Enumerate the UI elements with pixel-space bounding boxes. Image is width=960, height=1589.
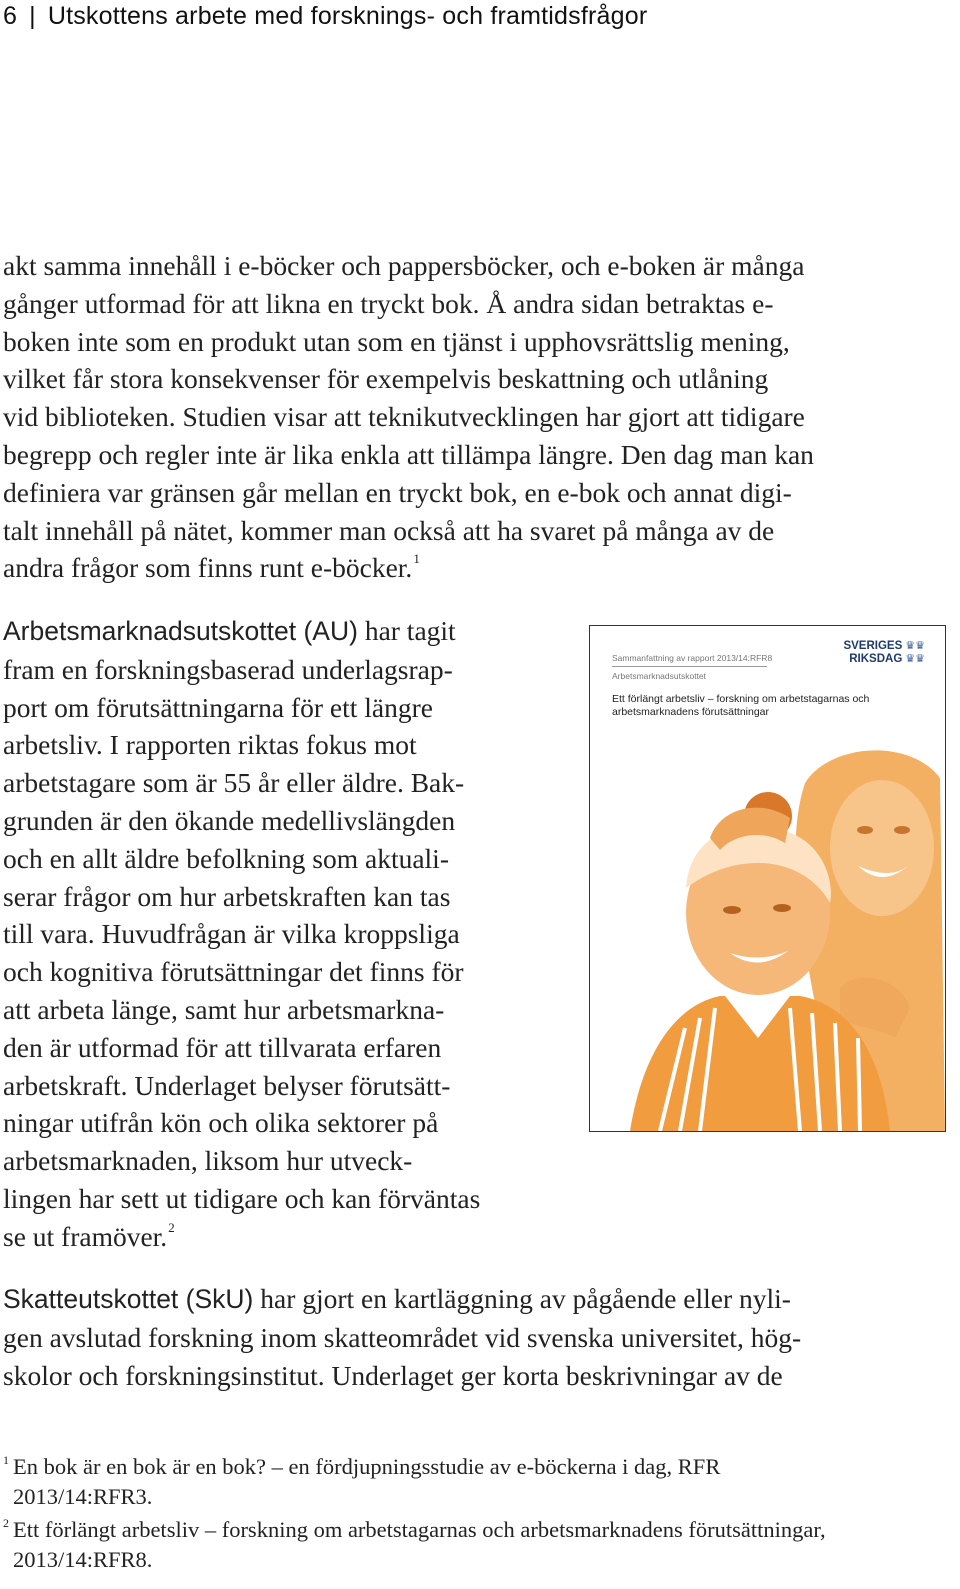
text-line-content: andra frågor som finns runt e-böcker. (3, 552, 413, 584)
running-title: Utskottens arbete med forsknings- och framtidsfrågor (47, 2, 648, 30)
footnote-number: 2 (3, 1516, 9, 1530)
footnote-text: 2013/14:RFR3. (13, 1483, 153, 1509)
paragraph-skatteutskottet (3, 1280, 801, 1394)
text-line: ningar utifrån kön och olika sektorer på (3, 1107, 439, 1139)
paragraph-arbetsmarknadsutskottet (3, 612, 480, 1256)
cover-series: Sammanfattning av rapport 2013/14:RFR8 (612, 653, 767, 667)
text-line: till vara. Huvudfrågan är vilka kroppsliga (3, 918, 460, 950)
text-line: gen avslutad forskning inom skatteområdet vid svenska universitet, hög- (3, 1321, 802, 1353)
riksdag-logo (843, 640, 925, 666)
cover-committee: Arbetsmarknadsutskottet (612, 671, 707, 681)
elderly-couple-photo (590, 738, 945, 1131)
footnote-text: Ett förlängt arbetsliv – forskning om arbetstagarnas och arbetsmarknadens förutsättningar, (13, 1517, 826, 1542)
text-line: vilket får stora konsekvenser för exempelvis beskattning och utlåning (3, 363, 769, 395)
text-line: att arbeta länge, samt hur arbetsmarkna- (3, 993, 445, 1025)
text-line-last (3, 1218, 480, 1256)
report-cover-image (589, 625, 946, 1132)
text-line: vid biblioteken. Studien visar att teknikutvecklingen har gjort att tidigare (3, 401, 805, 433)
text-line: talt innehåll på nätet, kommer man också att ha svaret på många av de (3, 514, 775, 546)
text-line-content: se ut framöver. (3, 1220, 168, 1252)
text-line: begrepp och regler inte är lika enkla att tillämpa längre. Den dag man kan (3, 438, 814, 470)
text-line: och kognitiva förutsättningar det finns för (3, 956, 464, 988)
text-line: skolor och forskningsinstitut. Underlaget ger korta beskrivningar av de (3, 1359, 783, 1391)
committee-name: Skatteutskottet (SkU) (3, 1284, 254, 1314)
logo-text-line1: SVERIGES (843, 640, 903, 652)
committee-name: Arbetsmarknadsutskottet (AU) (3, 616, 358, 646)
footnote-2 (3, 1515, 826, 1574)
footnote-text: En bok är en bok är en bok? – en fördjupningsstudie av e-böckerna i dag, RFR (13, 1454, 721, 1479)
text-line: och en allt äldre befolkning som aktuali- (3, 842, 449, 874)
text-line-content: har gjort en kartläggning av pågående eller nyli- (253, 1283, 791, 1314)
text-line: akt samma innehåll i e-böcker och pappersböcker, och e-boken är många (3, 250, 805, 281)
text-line-content: har tagit (357, 615, 456, 646)
footnote-ref[interactable]: 2 (168, 1219, 175, 1235)
text-line: arbetskraft. Underlaget belyser förutsätt- (3, 1069, 451, 1101)
three-crowns-icon: ♛♛ (905, 640, 925, 652)
text-line: arbetsmarknaden, liksom hur utveck- (3, 1145, 413, 1177)
text-line-first (3, 1280, 801, 1319)
cover-title: Ett förlängt arbetsliv – forskning om arbetstagarnas och arbetsmarknadens förutsättningar (612, 693, 870, 718)
footnotes (3, 1452, 826, 1574)
text-line: port om förutsättningarna för ett längre (3, 691, 433, 723)
footnote-ref[interactable]: 1 (413, 551, 420, 567)
paragraph-ebooks (3, 247, 814, 587)
three-crowns-icon: ♛♛ (905, 653, 925, 665)
running-header (3, 2, 647, 31)
text-line-first (3, 612, 480, 651)
cover-meta (612, 653, 773, 688)
footnote-text: 2013/14:RFR8. (13, 1546, 153, 1572)
footnote-number: 1 (3, 1453, 9, 1467)
text-line: arbetstagare som är 55 år eller äldre. Bak- (3, 767, 465, 799)
text-line: den är utformad för att tillvarata erfaren (3, 1031, 442, 1063)
text-line: gånger utformad för att likna en tryckt bok. Å andra sidan betraktas e- (3, 287, 774, 319)
text-line: fram en forskningsbaserad underlagsrap- (3, 653, 453, 685)
text-line: definiera var gränsen går mellan en tryckt bok, en e-bok och annat digi- (3, 476, 792, 508)
text-line: arbetsliv. I rapporten riktas fokus mot (3, 729, 417, 761)
text-line-last (3, 549, 814, 587)
page-number: 6 (3, 2, 18, 30)
footnote-1 (3, 1452, 826, 1511)
text-line: grunden är den ökande medellivslängden (3, 804, 456, 836)
text-line: boken inte som en produkt utan som en tjänst i upphovsrättslig mening, (3, 325, 790, 357)
header-separator: | (29, 2, 36, 30)
logo-text-line2: RIKSDAG (849, 653, 903, 665)
text-line: lingen har sett ut tidigare och kan förväntas (3, 1182, 481, 1214)
text-line: serar frågor om hur arbetskraften kan tas (3, 880, 451, 912)
